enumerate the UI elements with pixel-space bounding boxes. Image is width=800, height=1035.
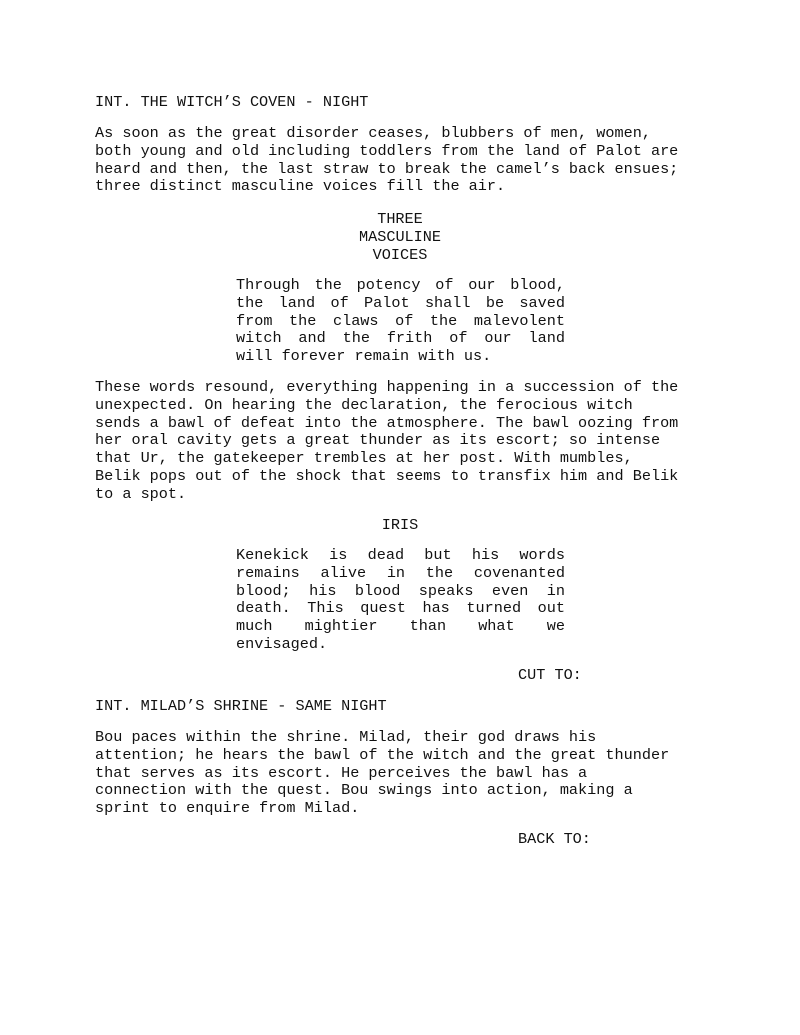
action-line: As soon as the great disorder ceases, blubbers of men, women,	[95, 124, 651, 142]
dialogue-line: death. This quest has turned out	[236, 599, 565, 618]
scene-heading-1	[95, 94, 368, 112]
dialogue-line: Kenekick is dead but his words	[236, 546, 565, 564]
action-line: both young and old including toddlers from the land of Palot are	[95, 141, 679, 160]
dialogue-line: blood; his blood speaks even in	[236, 581, 565, 600]
dialogue-line: much mightier than what we	[236, 617, 565, 636]
action-line: connection with the quest. Bou swings into action, making a	[95, 781, 633, 800]
dialogue-line: remains alive in the covenanted	[236, 563, 565, 582]
transition-1	[518, 667, 582, 685]
action-line: that Ur, the gatekeeper trembles at her post. With mumbles,	[95, 449, 633, 468]
character-line: VOICES	[372, 245, 428, 264]
dialogue-line: will forever remain with us.	[236, 347, 492, 366]
character-line: IRIS	[381, 516, 419, 534]
transition-2	[518, 831, 591, 849]
action-line: Bou paces within the shrine. Milad, their god draws his	[95, 728, 597, 746]
action-line: sends a bawl of defeat into the atmosphere. The bawl oozing from	[95, 413, 679, 432]
action-line: Belik pops out of the shock that seems to transfix him and Belik	[95, 466, 679, 485]
scene-heading-2	[95, 698, 387, 716]
character-name-2	[350, 517, 450, 535]
dialogue-line: witch and the frith of our land	[236, 329, 565, 348]
action-line: unexpected. On hearing the declaration, the ferocious witch	[95, 395, 633, 414]
dialogue-line: envisaged.	[236, 634, 328, 653]
dialogue-block-2	[236, 547, 565, 654]
action-paragraph-1	[95, 125, 678, 196]
action-line: that serves as its escort. He perceives the bawl has a	[95, 763, 588, 782]
transition-text: BACK TO:	[518, 830, 591, 848]
character-name-1	[330, 211, 470, 264]
dialogue-block-1	[236, 277, 565, 366]
dialogue-line: the land of Palot shall be saved	[236, 293, 565, 312]
character-line: MASCULINE	[358, 227, 442, 246]
dialogue-line: from the claws of the malevolent	[236, 311, 565, 330]
action-line: to a spot.	[95, 484, 187, 503]
action-line: attention; he hears the bawl of the witch and the great thunder	[95, 745, 670, 764]
action-line: her oral cavity gets a great thunder as its escort; so intense	[95, 431, 661, 450]
scene-heading-text: INT. THE WITCH’S COVEN - NIGHT	[95, 93, 369, 111]
action-paragraph-2	[95, 379, 678, 504]
character-line: THREE	[377, 210, 423, 228]
action-paragraph-3	[95, 729, 669, 818]
action-line: heard and then, the last straw to break the camel’s back ensues;	[95, 159, 679, 178]
transition-text: CUT TO:	[518, 666, 582, 684]
dialogue-line: Through the potency of our blood,	[236, 276, 565, 294]
action-line: three distinct masculine voices fill the air.	[95, 177, 506, 196]
scene-heading-text: INT. MILAD’S SHRINE - SAME NIGHT	[95, 697, 387, 715]
action-line: sprint to enquire from Milad.	[95, 799, 360, 818]
action-line: These words resound, everything happening in a succession of the	[95, 378, 679, 396]
